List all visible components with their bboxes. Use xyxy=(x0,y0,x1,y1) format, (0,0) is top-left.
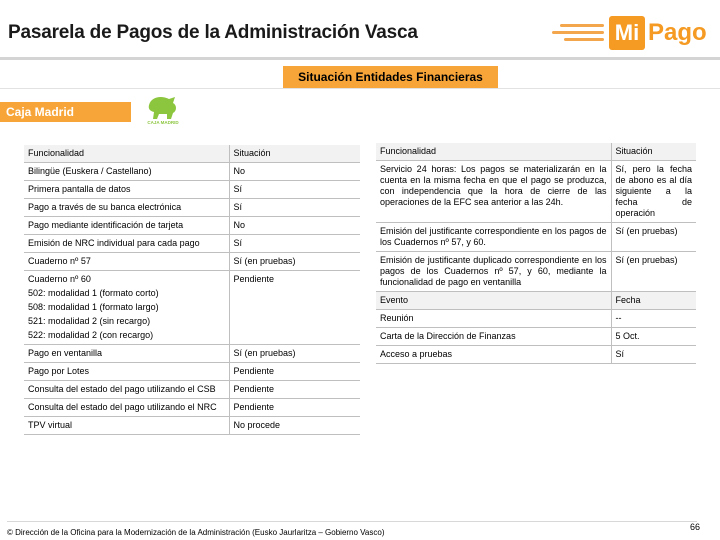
status-cell: Sí (en pruebas) xyxy=(229,345,360,363)
table-row xyxy=(24,199,360,217)
table-row xyxy=(24,235,360,253)
mipago-logo xyxy=(552,14,712,54)
sub-item: 508: modalidad 1 (formato largo) xyxy=(28,302,159,312)
header-cell-functionality: Funcionalidad xyxy=(376,143,611,161)
status-cell: Sí xyxy=(229,235,360,253)
header-cell-event: Evento xyxy=(376,292,611,310)
banner-divider xyxy=(0,88,720,89)
section-banner: Situación Entidades Financieras xyxy=(283,66,498,88)
table-row xyxy=(24,181,360,199)
header-cell-functionality: Funcionalidad xyxy=(24,145,229,163)
header-cell-date: Fecha xyxy=(611,292,696,310)
table-header-row xyxy=(376,143,696,161)
right-functionality-table xyxy=(376,143,696,364)
table-row xyxy=(376,252,696,292)
table-row xyxy=(24,363,360,381)
status-cell: Sí (en pruebas) xyxy=(611,252,696,292)
table-row xyxy=(24,253,360,271)
functionality-cell: Emisión de justificante duplicado correspondiente en los pagos de los Cuadernos nº 57, y 60, mediante la funcionalidad de pago en ventanilla xyxy=(376,252,611,292)
table-row xyxy=(24,381,360,399)
table-row xyxy=(376,223,696,252)
header-cell-status: Situación xyxy=(611,143,696,161)
status-cell: Sí (en pruebas) xyxy=(229,253,360,271)
event-cell: Carta de la Dirección de Finanzas xyxy=(376,328,611,346)
logo-mi: Mi xyxy=(609,16,645,50)
page-title: Pasarela de Pagos de la Administración Vasca xyxy=(8,22,418,43)
status-cell: Sí xyxy=(229,199,360,217)
status-cell: Pendiente xyxy=(229,363,360,381)
functionality-cell: Pago en ventanilla xyxy=(24,345,229,363)
functionality-cell: Consulta del estado del pago utilizando el CSB xyxy=(24,381,229,399)
entity-name: Caja Madrid xyxy=(0,102,131,122)
functionality-cell: Emisión del justificante correspondiente en los pagos de los Cuadernos nº 57, y 60. xyxy=(376,223,611,252)
table-row xyxy=(24,417,360,435)
table-row xyxy=(24,163,360,181)
status-cell: No procede xyxy=(229,417,360,435)
caja-madrid-bear-icon xyxy=(141,93,185,125)
event-cell: Acceso a pruebas xyxy=(376,346,611,364)
status-cell: Sí, pero la fecha de abono es al día siguiente a la fecha de operación xyxy=(611,161,696,223)
functionality-cell: Primera pantalla de datos xyxy=(24,181,229,199)
table-row xyxy=(24,345,360,363)
date-cell: -- xyxy=(611,310,696,328)
event-header-row xyxy=(376,292,696,310)
event-row xyxy=(376,346,696,364)
footer-copyright: © Dirección de la Oficina para la Modernización de la Administración (Eusko Jaurlaritza – Gobierno Vasco) xyxy=(7,521,697,540)
functionality-cell: Consulta del estado del pago utilizando el NRC xyxy=(24,399,229,417)
functionality-cell: Pago mediante identificación de tarjeta xyxy=(24,217,229,235)
logo-pago: Pago xyxy=(648,19,707,46)
left-functionality-table xyxy=(24,145,360,435)
status-cell: Sí (en pruebas) xyxy=(611,223,696,252)
table-header-row xyxy=(24,145,360,163)
table-row xyxy=(24,399,360,417)
event-row xyxy=(376,328,696,346)
table-row xyxy=(24,271,360,345)
functionality-cell: Emisión de NRC individual para cada pago xyxy=(24,235,229,253)
table-row xyxy=(376,161,696,223)
status-cell: Pendiente xyxy=(229,271,360,345)
functionality-cell: Servicio 24 horas: Los pagos se materializarán en la cuenta en la misma fecha en que el pago se produzca, con independencia que la hora de cierre de las operaciones de la EFC sea anterior a las 24h. xyxy=(376,161,611,223)
event-cell: Reunión xyxy=(376,310,611,328)
date-cell: 5 Oct. xyxy=(611,328,696,346)
status-cell: Pendiente xyxy=(229,381,360,399)
table-row xyxy=(24,217,360,235)
functionality-cell xyxy=(24,271,229,345)
cuaderno-60-label: Cuaderno nº 60 xyxy=(28,274,91,284)
status-cell: No xyxy=(229,217,360,235)
functionality-cell: Cuaderno nº 57 xyxy=(24,253,229,271)
functionality-cell: Pago a través de su banca electrónica xyxy=(24,199,229,217)
status-cell: Pendiente xyxy=(229,399,360,417)
sub-item: 522: modalidad 2 (con recargo) xyxy=(28,330,154,340)
date-cell: Sí xyxy=(611,346,696,364)
sub-item: 502: modalidad 1 (formato corto) xyxy=(28,288,159,298)
status-cell: Sí xyxy=(229,181,360,199)
header-divider xyxy=(0,57,720,60)
sub-item: 521: modalidad 2 (sin recargo) xyxy=(28,316,151,326)
logo-speed-lines-icon xyxy=(552,24,604,45)
page-number: 66 xyxy=(690,522,701,532)
event-row xyxy=(376,310,696,328)
header-cell-status: Situación xyxy=(229,145,360,163)
functionality-cell: Bilingüe (Euskera / Castellano) xyxy=(24,163,229,181)
functionality-cell: Pago por Lotes xyxy=(24,363,229,381)
entity-logo-text: CAJA MADRID xyxy=(147,120,179,125)
status-cell: No xyxy=(229,163,360,181)
functionality-cell: TPV virtual xyxy=(24,417,229,435)
